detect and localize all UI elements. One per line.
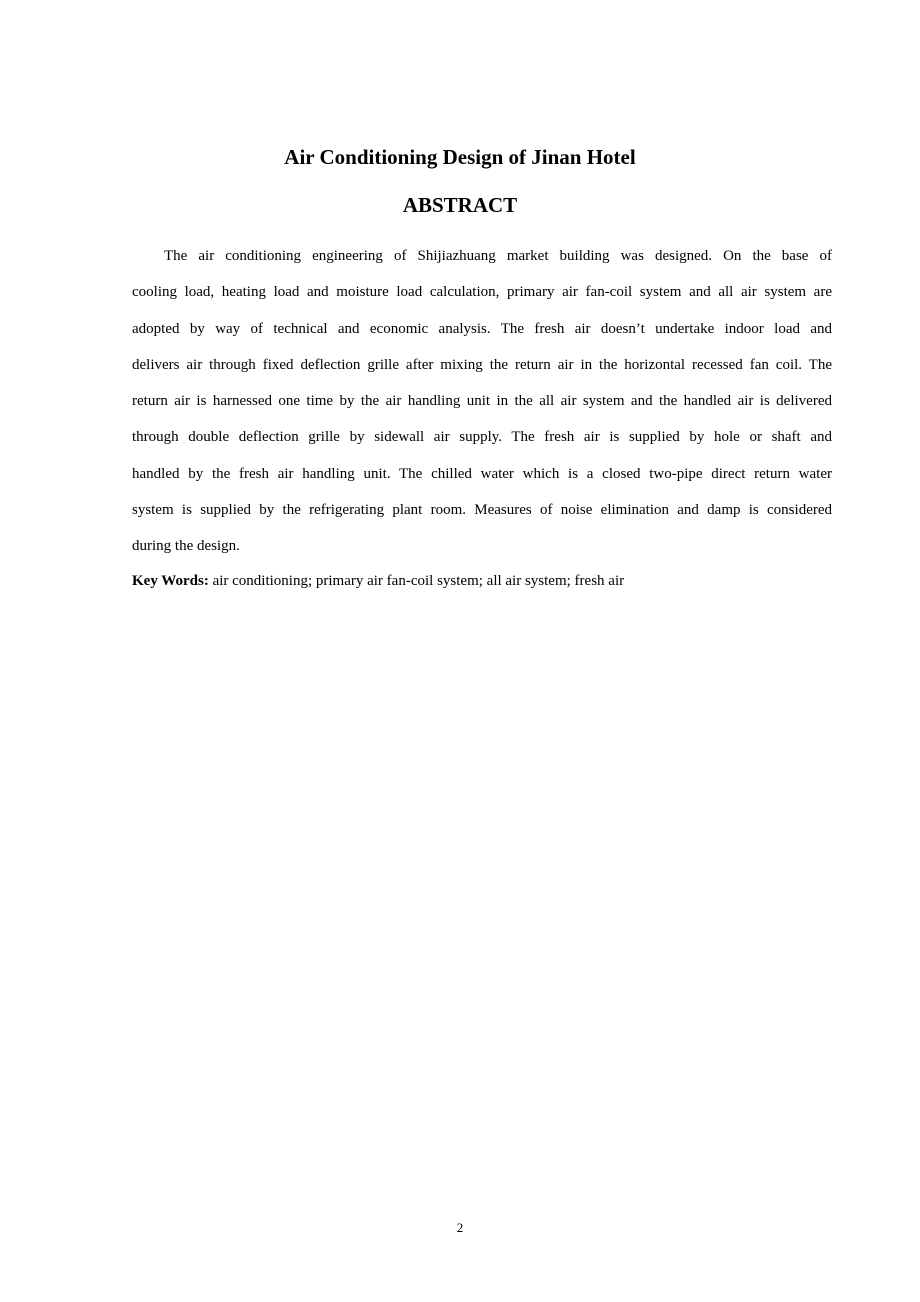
abstract-line: handled by the fresh air handling unit. The chilled water which is a closed two-pipe direct return water	[132, 465, 832, 482]
abstract-line: adopted by way of technical and economic analysis. The fresh air doesn’t undertake indoor load and	[132, 320, 832, 337]
keywords	[132, 568, 832, 594]
abstract-line: system is supplied by the refrigerating plant room. Measures of noise elimination and damp is considered	[132, 502, 832, 519]
page-number: 2	[456, 1220, 464, 1235]
abstract-paragraph	[132, 238, 832, 565]
paper-title: Air Conditioning Design of Jinan Hotel	[284, 145, 636, 169]
keywords-text: air conditioning; primary air fan-coil system; all air system; fresh air	[208, 573, 625, 589]
abstract-line: during the design.	[132, 538, 240, 555]
abstract-line: return air is harnessed one time by the air handling unit in the all air system and the handled air is delivered	[132, 393, 832, 410]
abstract-line: through double deflection grille by sidewall air supply. The fresh air is supplied by hole or shaft and	[132, 429, 832, 446]
abstract-line: delivers air through fixed deflection grille after mixing the return air in the horizontal recessed fan coil. The	[132, 356, 832, 373]
keywords-label: Key Words:	[132, 573, 209, 589]
abstract-heading: ABSTRACT	[402, 193, 518, 217]
abstract-line: The air conditioning engineering of Shijiazhuang market building was designed. On the base of	[164, 248, 832, 264]
abstract-line: cooling load, heating load and moisture load calculation, primary air fan-coil system and all air system are	[132, 284, 832, 301]
